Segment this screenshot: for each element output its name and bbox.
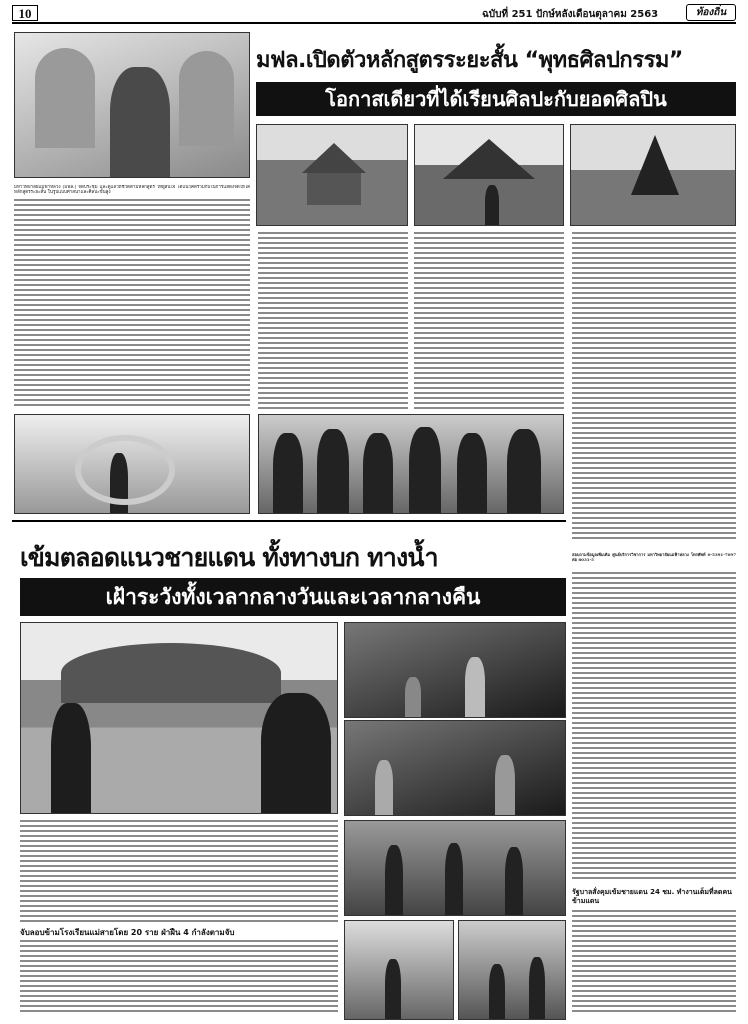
story2-section-b: จับลอบข้ามโรงเรียนแม่สายโดย 20 ราย ฝ่าฝืน 4 กำลังตามจับ [20, 928, 235, 937]
night-checkpoint-photo [344, 622, 566, 718]
story2-headline: เข้มตลอดแนวชายแดน ทั้งทางบก ทางน้ำ [20, 543, 438, 572]
story1-text-col1 [14, 199, 250, 411]
story1-text-col4 [572, 232, 736, 550]
river-patrol-photo [344, 820, 566, 916]
logo-text: ท้องถิ่น [695, 7, 727, 18]
story2-text-left [20, 820, 338, 926]
section-divider [12, 520, 566, 522]
group-photo [258, 414, 564, 514]
story1-subheadline: โอกาสเดียวที่ได้เรียนศิลปะกับยอดศิลปิน [325, 87, 667, 111]
temple-photo-3 [570, 124, 736, 226]
art-scene-photo [14, 414, 250, 514]
temple-photo-1 [256, 124, 408, 226]
forest-patrol-photo-2 [458, 920, 566, 1020]
temple-photo-2 [414, 124, 564, 226]
story2-text-right [572, 572, 736, 884]
story1-text-col2 [258, 232, 408, 412]
story1-subheadline-bar [256, 82, 736, 116]
story2-subheadline-bar [20, 578, 566, 616]
night-patrol-photo [344, 720, 566, 816]
story2-text-right-b [572, 910, 736, 1018]
lecturer-photo [14, 32, 250, 178]
story1-text-col3 [414, 232, 564, 412]
story2-section-a: รัฐบาลสั่งคุมเข้มชายแดน 24 ชม. ทำงานเต็มที่ลดคนข้ามแดน [572, 888, 732, 905]
story1-contact: สอบถามข้อมูลเพิ่มเติม ศูนย์บริการวิชาการ มหาวิทยาลัยแม่ฟ้าหลวง โทรศัพท์ 0-5391-7097 ต่อ 8031-5 [572, 552, 736, 563]
forest-patrol-photo-1 [344, 920, 454, 1020]
story1-headline: มฟล.เปิดตัวหลักสูตรระยะสั้น “พุทธศิลปกรรม” [256, 48, 683, 73]
border-patrol-boat-photo [20, 622, 338, 814]
newspaper-logo [686, 4, 736, 21]
story1-intro: มหาวิทยาลัยแม่ฟ้าหลวง (มฟล.) จัดประชุม และดูแลวิถีชีวิตตามหลักสูตร ให้ผู้สนใจ ได้แนวคิดร่วมกับในการแสดงจัดให้ได้หลักสูตรระยะสั้น ในรูปแบบศาสนาและศิลปะขั้นสูง [14, 185, 250, 196]
issue-info: ฉบับที่ 251 ปักษ์หลังเดือนตุลาคม 2563 [482, 9, 659, 20]
page-number: 10 [12, 5, 38, 21]
story2-text-left-b [20, 940, 338, 1018]
story2-subheadline: เฝ้าระวังทั้งเวลากลางวันและเวลากลางคืน [105, 585, 481, 609]
page-header [12, 4, 736, 24]
